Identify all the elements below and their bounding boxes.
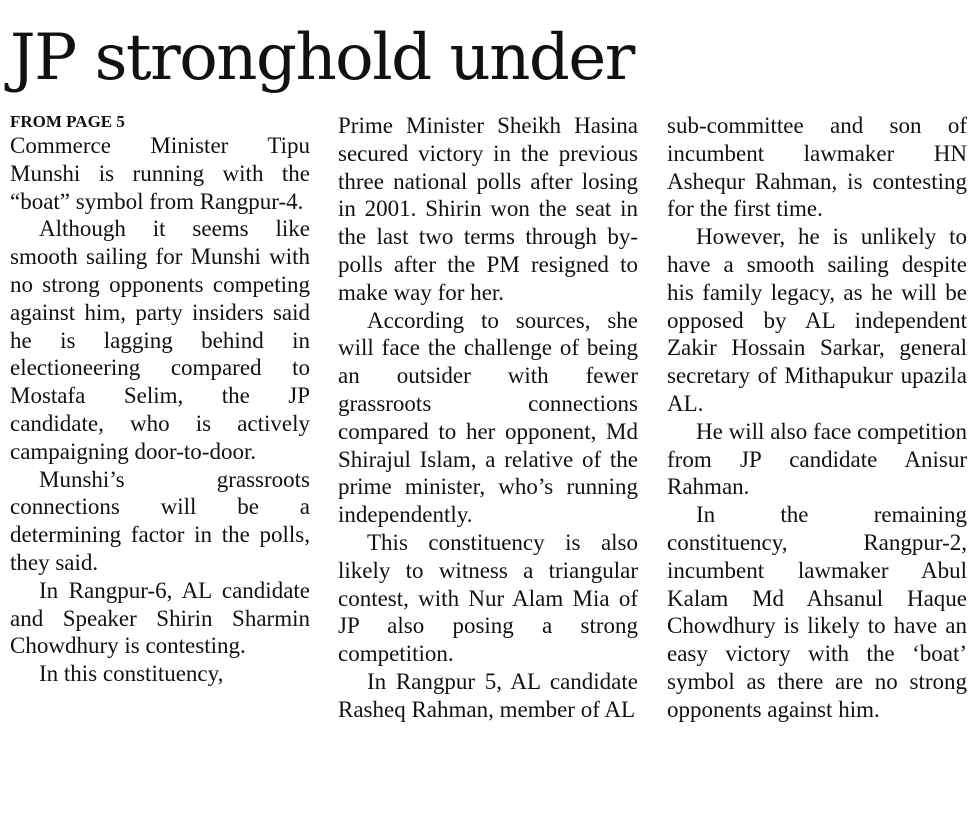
article-column-3: [667, 112, 967, 724]
column-3-body: [667, 112, 967, 724]
column-2-body: [338, 112, 638, 724]
paragraph: He will also face competition from JP candidate Anisur Rahman.: [667, 418, 967, 500]
paragraph: Commerce Minister Tipu Munshi is running with the “boat” symbol from Rangpur-4.: [10, 133, 310, 214]
paragraph: Although it seems like smooth sailing for Munshi with no strong opponents competing against him, party insiders said he is lagging behind in electioneering compared to Mostafa Selim, the JP candidate, who is actively campaigning door-to-door.: [10, 216, 310, 464]
article-column-1: [10, 112, 310, 688]
paragraph: In this constituency,: [39, 661, 224, 687]
headline: JP stronghold under: [10, 21, 634, 95]
paragraph: In Rangpur-6, AL candidate and Speaker Shirin Sharmin Chowdhury is contesting.: [10, 577, 310, 659]
continued-from-label: FROM PAGE 5: [10, 112, 125, 131]
paragraph: This constituency is also likely to witness a triangular contest, with Nur Alam Mia of JP also posing a strong competition.: [338, 529, 638, 667]
paragraph: sub-committee and son of incumbent lawmaker HN Ashequr Rahman, is contesting for the first time.: [667, 113, 967, 222]
paragraph: However, he is unlikely to have a smooth sailing despite his family legacy, as he will be opposed by AL independent Zakir Hossain Sarkar, general secretary of Mithapukur upazila AL.: [667, 224, 967, 416]
article-column-2: [338, 112, 638, 724]
column-1-body: [10, 132, 310, 688]
paragraph: According to sources, she will face the challenge of being an outsider with fewer grassroots connections compared to her opponent, Md Shirajul Islam, a relative of the prime minister, who’s running independently.: [338, 307, 638, 528]
paragraph: In Rangpur 5, AL candidate Rasheq Rahman, member of AL: [338, 668, 638, 722]
paragraph: Prime Minister Sheikh Hasina secured victory in the previous three national polls after losing in 2001. Shirin won the seat in the last two terms through by-polls after the PM resigned to make way for her.: [338, 113, 638, 305]
paragraph: In the remaining constituency, Rangpur-2, incumbent lawmaker Abul Kalam Md Ahsanul Haque Chowdhury is likely to have an easy victory with the ‘boat’ symbol as there are no strong opponents against him.: [667, 502, 967, 722]
paragraph: Munshi’s grassroots connections will be a determining factor in the polls, they said.: [10, 466, 310, 575]
